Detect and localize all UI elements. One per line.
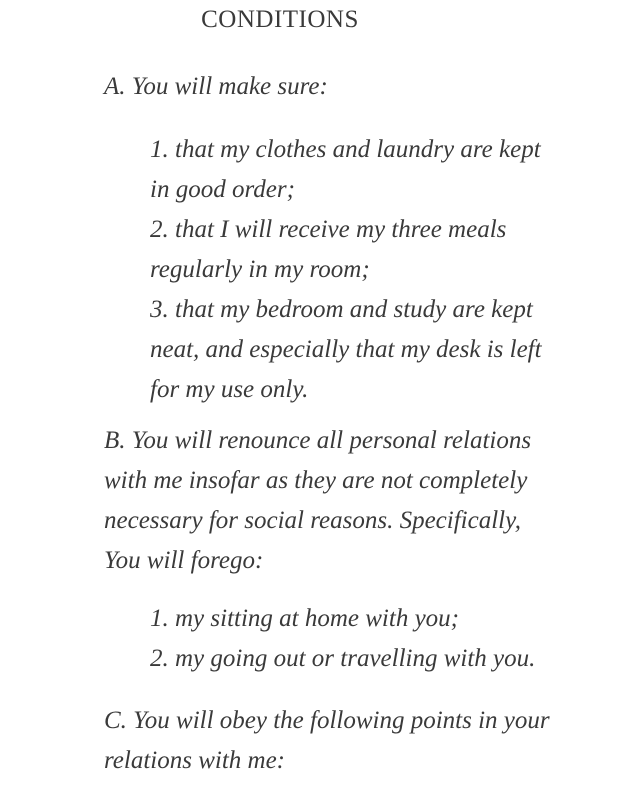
list-a-line: 1. that my clothes and laundry are kept [150, 136, 541, 163]
list-a-line: neat, and especially that my desk is left [150, 336, 542, 363]
page-title: CONDITIONS [201, 6, 359, 33]
list-a-line: 3. that my bedroom and study are kept [150, 296, 533, 323]
list-a-line: for my use only. [150, 376, 309, 403]
section-b-line: You will forego: [104, 547, 264, 574]
section-b-list [150, 599, 535, 679]
list-a-line: 2. that I will receive my three meals [150, 216, 507, 243]
section-b-line: necessary for social reasons. Specifically, [104, 507, 522, 534]
section-a-intro [104, 67, 328, 107]
list-b-line: 1. my sitting at home with you; [150, 605, 459, 632]
list-b-line: 2. my going out or travelling with you. [150, 645, 536, 672]
section-b-line: with me insofar as they are not completely [104, 467, 528, 494]
section-b-line: B. You will renounce all personal relations [104, 427, 532, 454]
list-a-line: regularly in my room; [150, 256, 370, 283]
section-c-line: C. You will obey the following points in your [104, 707, 550, 734]
section-b-intro [104, 421, 531, 581]
section-a-list [150, 130, 542, 410]
section-c-intro [104, 701, 550, 781]
section-c-line: relations with me: [104, 747, 286, 774]
section-a-heading: A. You will make sure: [104, 73, 328, 100]
list-a-line: in good order; [150, 176, 295, 203]
